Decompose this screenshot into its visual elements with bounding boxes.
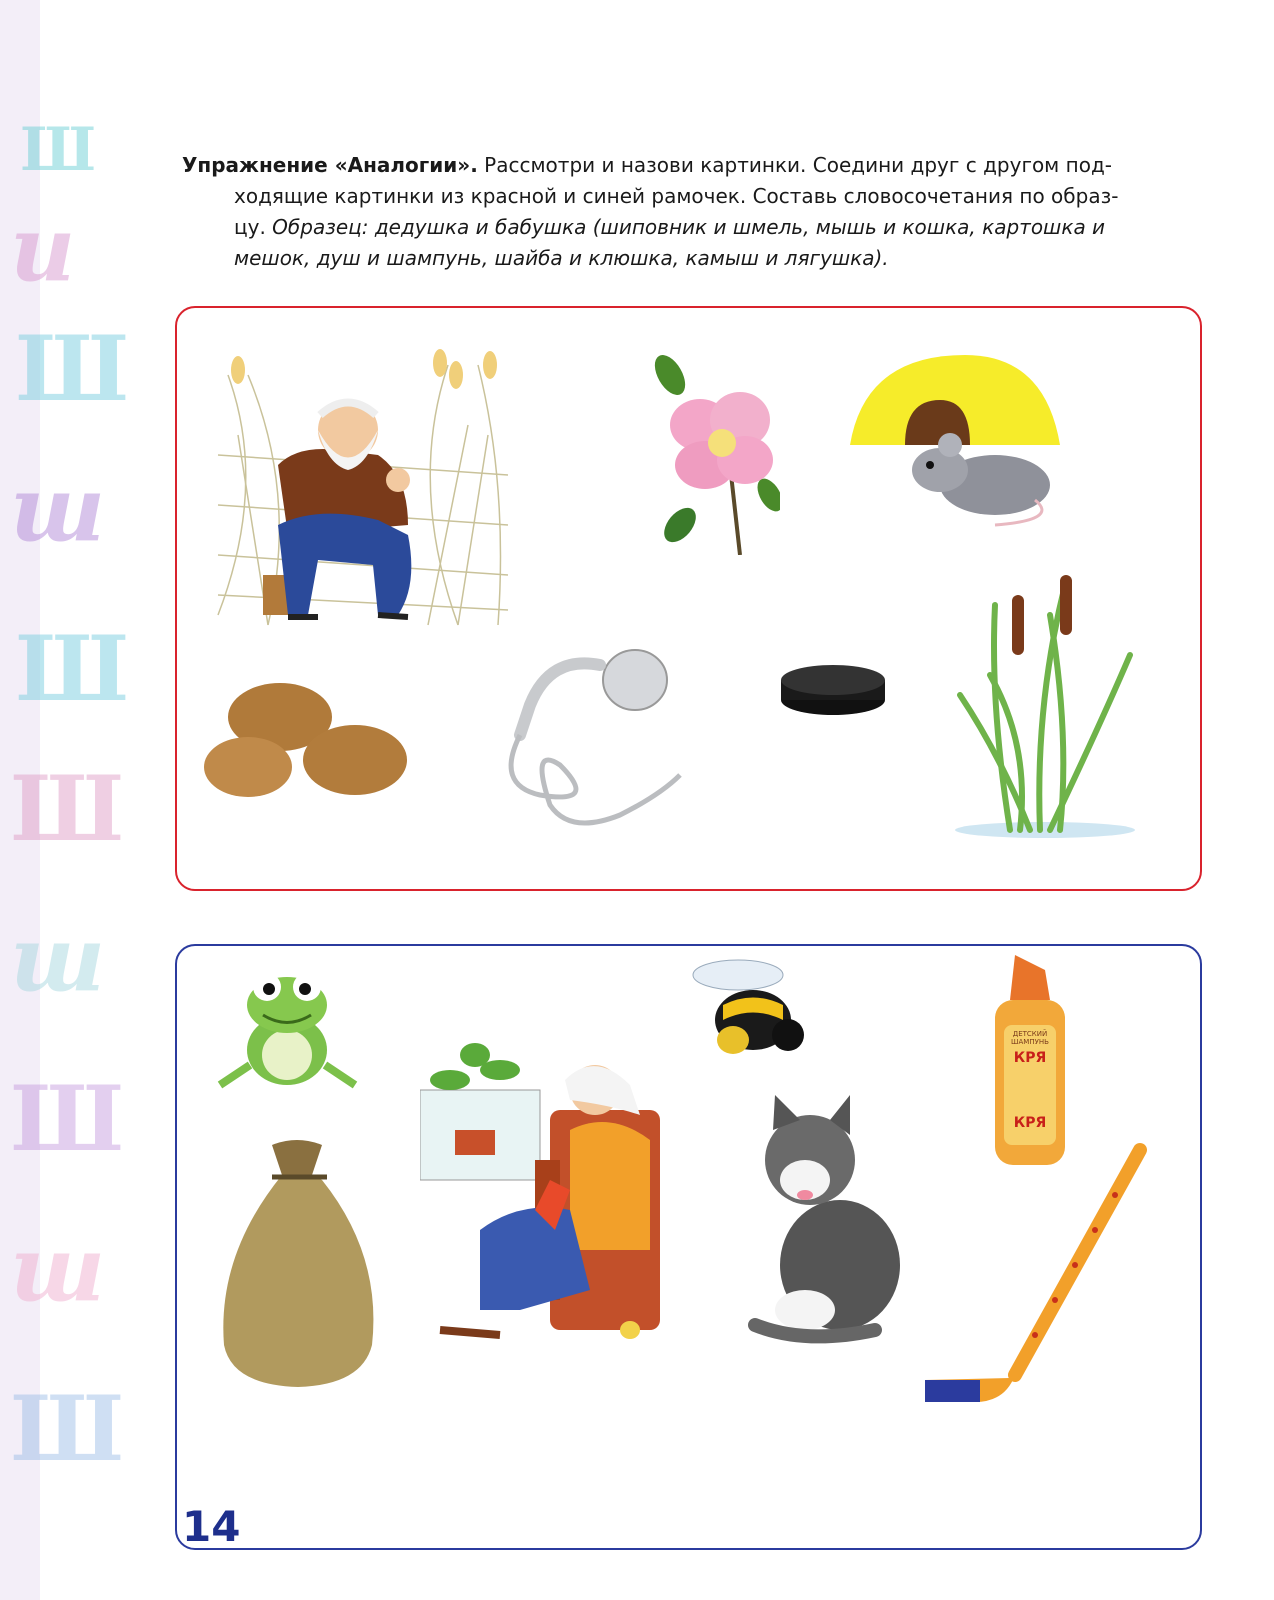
svg-text:Ш: Ш (10, 756, 125, 862)
grandmother-icon[interactable] (420, 1030, 675, 1350)
svg-text:Ш: Ш (10, 1066, 125, 1172)
rosehip-flower-icon[interactable] (640, 345, 780, 555)
potatoes-icon[interactable] (200, 675, 410, 800)
sample-line-3: Образец: дедушка и бабушка (шиповник и шмель, мышь и кошка, картошка и (272, 215, 1106, 239)
shampoo-label-text: ДЕТСКИЙ ШАМПУНЬ (1011, 1030, 1049, 1046)
shower-icon[interactable] (490, 635, 690, 835)
svg-text:ш: ш (10, 906, 106, 1012)
svg-text:ш: ш (10, 1216, 106, 1322)
svg-text:Ш: Ш (15, 316, 130, 422)
svg-text:и: и (10, 196, 76, 302)
frog-icon[interactable] (215, 965, 360, 1090)
instruction-line-3: цу. (234, 215, 273, 239)
mouse-icon[interactable] (845, 345, 1070, 530)
instruction-line-2: ходящие картинки из красной и синей рамочек. Составь словосочетания по образ- (234, 184, 1119, 208)
cat-icon[interactable] (745, 1095, 910, 1345)
grandfather-icon[interactable] (208, 335, 518, 640)
shampoo-brand-bottom: КРЯ (1013, 1115, 1047, 1131)
sample-line-4: мешок, душ и шампунь, шайба и клюшка, камыш и лягушка). (234, 246, 889, 270)
exercise-title: Упражнение «Аналогии». (182, 153, 478, 177)
instruction-line-1: Рассмотри и назови картинки. Соедини друг с другом под- (477, 153, 1112, 177)
svg-text:ш: ш (10, 456, 106, 562)
svg-text:Ш: Ш (20, 115, 97, 185)
bumblebee-icon[interactable] (688, 950, 818, 1075)
reeds-icon[interactable] (950, 555, 1145, 840)
hockey-stick-icon[interactable] (915, 1140, 1165, 1410)
svg-text:Ш: Ш (15, 616, 130, 722)
svg-text:Ш: Ш (10, 1376, 125, 1482)
sack-icon[interactable] (212, 1135, 384, 1390)
shampoo-brand-top: КРЯ (1013, 1050, 1047, 1066)
hockey-puck-icon[interactable] (778, 662, 888, 717)
decorative-margin-strip (0, 0, 130, 1600)
shampoo-bottle-icon[interactable] (990, 955, 1070, 1165)
page-number: 14 (182, 1502, 241, 1551)
margin-letters-icon (0, 0, 130, 1600)
exercise-instruction (182, 150, 1192, 274)
